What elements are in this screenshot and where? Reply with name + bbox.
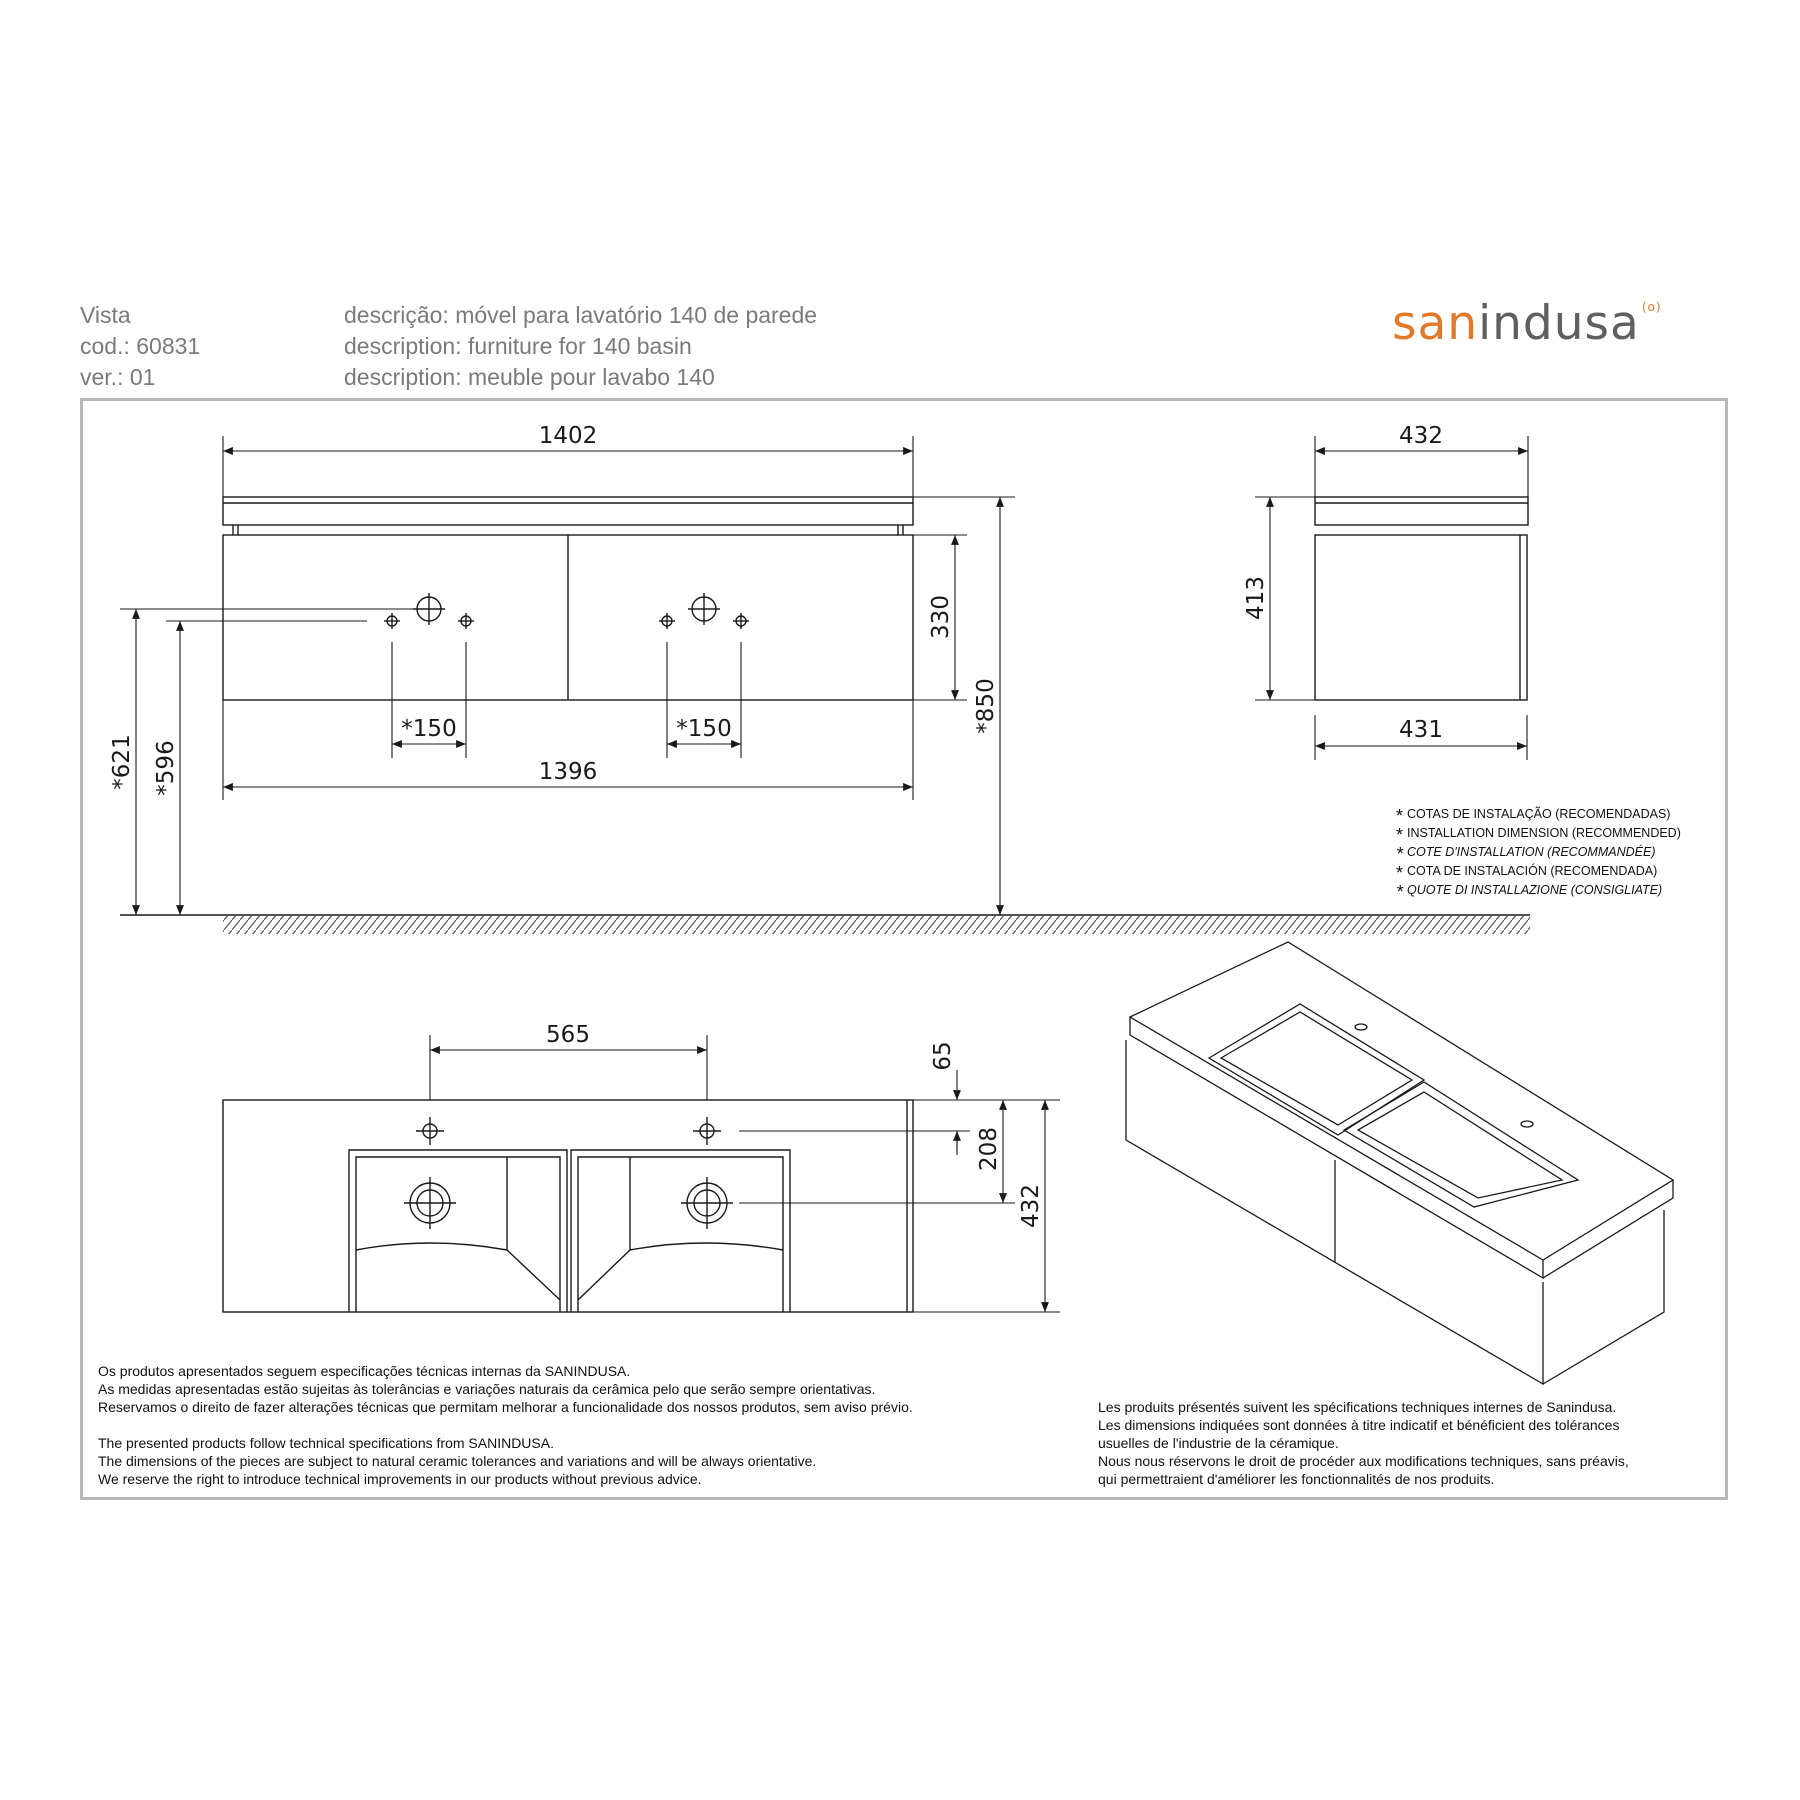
dim-208: 208 bbox=[976, 1127, 1002, 1171]
dim-330: 330 bbox=[928, 595, 954, 639]
description-en: description: furniture for 140 basin bbox=[344, 333, 692, 359]
dim-596: *596 bbox=[153, 740, 179, 796]
tap-cluster-left bbox=[384, 593, 474, 629]
dim-1396: 1396 bbox=[538, 759, 598, 785]
dim-565: 565 bbox=[546, 1022, 590, 1048]
dim-150-left: *150 bbox=[401, 716, 457, 742]
side-view bbox=[1315, 497, 1528, 700]
floor-hatch bbox=[223, 916, 1530, 934]
logo-part-indusa: indusa bbox=[1478, 296, 1640, 351]
dim-431: 431 bbox=[1399, 717, 1443, 743]
note-it: * QUOTE DI INSTALLAZIONE (CONSIGLIATE) bbox=[1396, 882, 1663, 902]
isometric-view bbox=[1126, 942, 1673, 1384]
footer-line: usuelles de l'industrie de la céramique. bbox=[1098, 1435, 1339, 1451]
footer-line: The presented products follow technical specifications from SANINDUSA. bbox=[98, 1435, 554, 1451]
description-fr: description: meuble pour lavabo 140 bbox=[344, 364, 715, 390]
logo-part-san: san bbox=[1392, 296, 1479, 351]
front-view bbox=[120, 497, 1530, 915]
note-es: * COTA DE INSTALACIÓN (RECOMENDADA) bbox=[1396, 863, 1658, 883]
dimension-labels bbox=[109, 423, 1443, 1228]
footer-line: Les produits présentés suivent les spécifications techniques internes de Sanindusa. bbox=[1098, 1399, 1617, 1415]
dim-413: 413 bbox=[1243, 576, 1269, 620]
installation-notes bbox=[1396, 806, 1681, 901]
footer-line: Nous nous réservons le droit de procéder aux modifications techniques, sans préavis, bbox=[1098, 1453, 1629, 1469]
footer-disclaimer-fr bbox=[1098, 1398, 1629, 1488]
footer-line: As medidas apresentadas estão sujeitas às tolerâncias e variações naturais da cerâmica pelo que serão sempre orientativas. bbox=[98, 1381, 876, 1397]
logo-mark: (o) bbox=[1641, 300, 1662, 314]
footer-line: Os produtos apresentados seguem especificações técnicas internas da SANINDUSA. bbox=[98, 1363, 631, 1379]
note-pt: * COTAS DE INSTALAÇÃO (RECOMENDADAS) bbox=[1396, 806, 1671, 826]
dim-1402: 1402 bbox=[538, 423, 598, 449]
dim-432-side: 432 bbox=[1399, 423, 1443, 449]
note-en: * INSTALLATION DIMENSION (RECOMMENDED) bbox=[1396, 825, 1681, 845]
view-label: Vista bbox=[80, 302, 131, 328]
footer-line: The dimensions of the pieces are subject to natural ceramic tolerances and variations and will be always orientative. bbox=[98, 1453, 817, 1469]
footer-line: Reservamos o direito de fazer alterações técnicas que permitam melhorar a funcionalidade dos nossos produtos, sem aviso prévio. bbox=[98, 1399, 913, 1415]
dim-150-right: *150 bbox=[676, 716, 732, 742]
dim-432-top: 432 bbox=[1018, 1184, 1044, 1228]
top-view bbox=[223, 1100, 913, 1312]
description-pt: descrição: móvel para lavatório 140 de parede bbox=[344, 302, 818, 328]
dim-621: *621 bbox=[109, 734, 135, 790]
version-label: ver.: 01 bbox=[80, 364, 156, 390]
dim-65: 65 bbox=[930, 1041, 956, 1071]
footer-line: qui permettraient d'améliorer les fonctionnalités de nos produits. bbox=[1098, 1471, 1495, 1487]
tap-cluster-right bbox=[659, 593, 749, 629]
note-fr: * COTE D'INSTALLATION (RECOMMANDÉE) bbox=[1396, 844, 1656, 864]
footer-line: Les dimensions indiquées sont données à titre indicatif et bénéficient des tolérances bbox=[1098, 1417, 1620, 1433]
code-label: cod.: 60831 bbox=[80, 333, 201, 359]
footer-disclaimer-pt-en bbox=[98, 1362, 913, 1488]
dim-850: *850 bbox=[973, 678, 999, 734]
footer-line: We reserve the right to introduce technical improvements in our products without previous advice. bbox=[98, 1471, 702, 1487]
